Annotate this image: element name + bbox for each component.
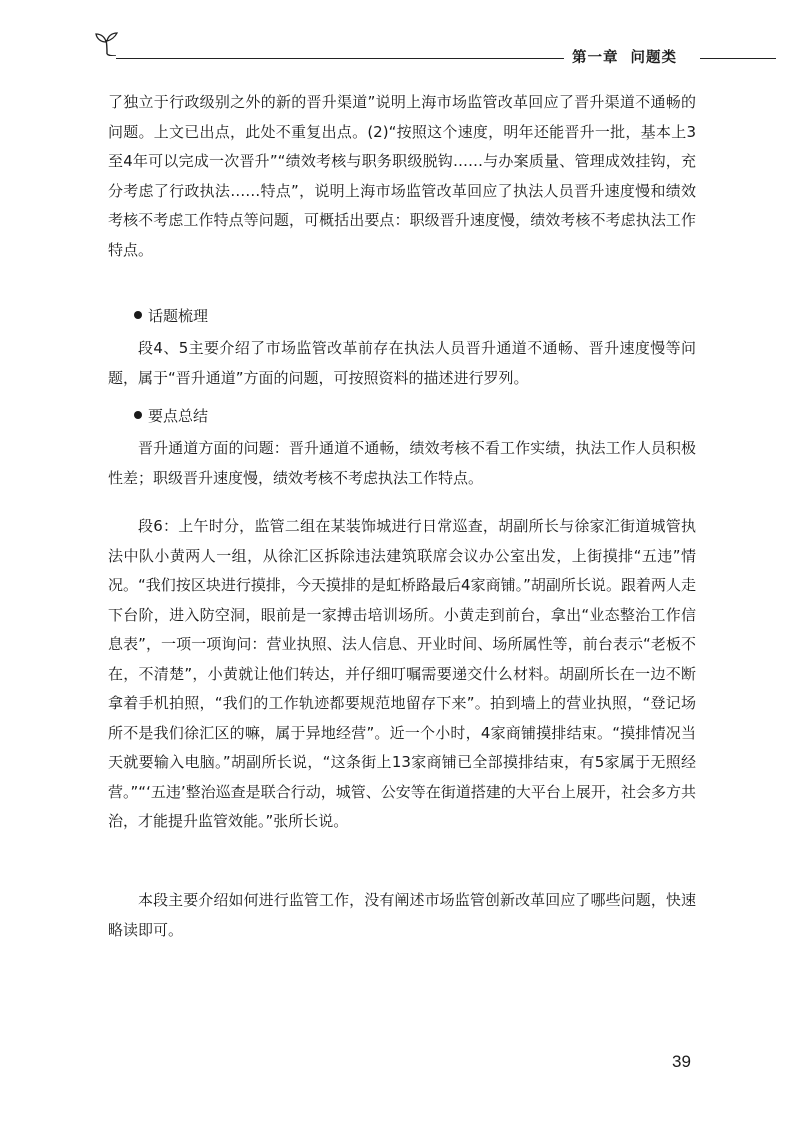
- bullet-icon: [134, 311, 142, 319]
- section-label: 问题类: [630, 50, 677, 66]
- paragraph-summary: 晋升通道方面的问题：晋升通道不通畅，绩效考核不看工作实绩，执法工作人员积极性差；职级晋升速度慢，绩效考核不考虑执法工作特点。: [108, 439, 696, 487]
- sprout-ornament-icon: [92, 30, 122, 56]
- paragraph-source-excerpt: 段6：上午时分，监管二组在某装饰城进行日常巡查，胡副所长与徐家汇街道城管执法中队小黄两人一组，从徐汇区拆除违法建筑联席会议办公室出发，上街摸排“五违”情况。“我们按区块进行摸排，今天摸排的是虹桥路最后4家商铺。”胡副所长说。跟着两人走下台阶，进入防空洞，眼前是一家搏击培训场所。小黄走到前台，拿出“业态整治工作信息表”，一项一项询问：营业执照、法人信息、开业时间、场所属性等，前台表示“老板不在，不清楚”，小黄就让他们转达，并仔细叮嘱需要递交什么材料。胡副所长在一边不断拿着手机拍照，“我们的工作轨迹都要规范地留存下来”。拍到墙上的营业执照，“登记场所不是我们徐汇区的嘛，属于异地经营”。近一个小时，4家商铺摸排结束。“摸排情况当天就要输入电脑。”胡副所长说，“这条街上13家商铺已全部摸排结束，有5家属于无照经营。”“‘五违’整治巡查是联合行动，城管、公安等在街道搭建的大平台上展开，社会多方共治，才能提升监管效能。”张所长说。: [108, 517, 696, 830]
- page-number: 39: [672, 1052, 691, 1071]
- topic-heading: 话题梳理: [134, 302, 208, 332]
- summary-heading: 要点总结: [134, 402, 208, 432]
- paragraph-intro: 了独立于行政级别之外的新的晋升渠道”说明上海市场监管改革回应了晋升渠道不通畅的问题。上文已出点，此处不重复出点。(2)“按照这个速度，明年还能晋升一批，基本上3至4年可以完成一次晋升”“绩效考核与职务职级脱钩……与办案质量、管理成效挂钩，充分考虑了行政执法……特点”，说明上海市场监管改革回应了执法人员晋升速度慢和绩效考核不考虑工作特点等问题，可概括出要点：职级晋升速度慢，绩效考核不考虑执法工作特点。: [108, 93, 696, 259]
- header-rule-right: [700, 58, 776, 59]
- header-rule-left: [116, 58, 564, 59]
- chapter-label: 第一章: [572, 50, 619, 66]
- bullet-icon: [134, 411, 142, 419]
- running-header: [572, 46, 677, 67]
- paragraph-topic: 段4、5主要介绍了市场监管改革前存在执法人员晋升通道不通畅、晋升速度慢等问题，属于“晋升通道”方面的问题，可按照资料的描述进行罗列。: [108, 339, 696, 387]
- paragraph-note: 本段主要介绍如何进行监管工作，没有阐述市场监管创新改革回应了哪些问题，快速略读即可。: [108, 891, 696, 939]
